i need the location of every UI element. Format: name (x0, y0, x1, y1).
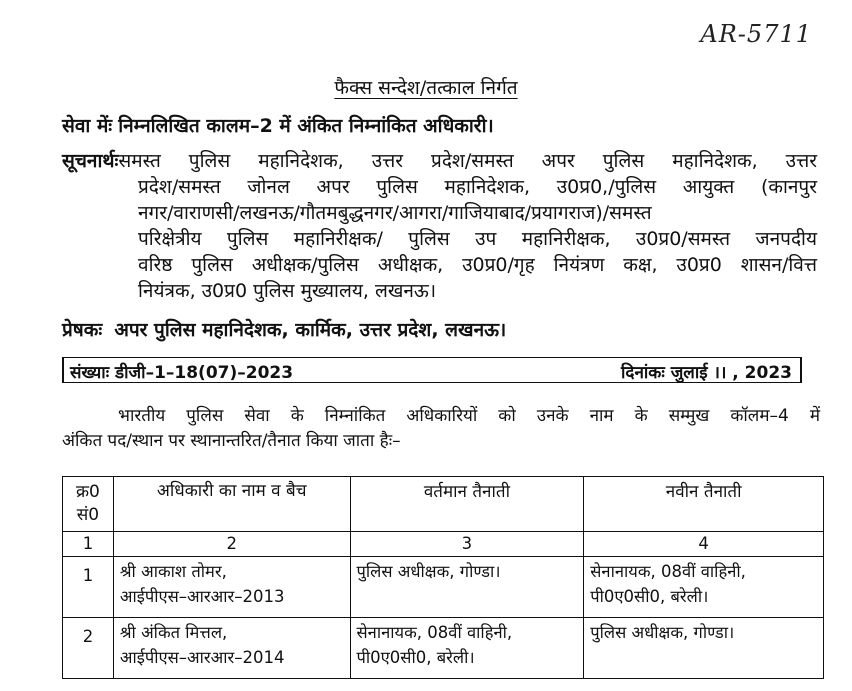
new-posting-cell (584, 618, 824, 679)
reference-box (62, 357, 802, 383)
current-posting-cell (350, 618, 584, 679)
sender-line (62, 316, 506, 342)
information-line-5: वरिष्ठ पुलिस अधीक्षक/पुलिस अधीक्षक, उ0प्र0/गृह नियंत्रण कक्ष, उ0प्र0 शासन/वित्त (138, 254, 817, 276)
row-serial: 1 (63, 557, 114, 618)
information-line-3: नगर/वाराणसी/लखनऊ/गौतमबुद्धनगर/आगरा/गाजियाबाद/प्रयागराज)/समस्त (138, 202, 652, 224)
new-posting-line: पुलिस अधीक्षक, गोण्डा। (590, 623, 735, 642)
officer-cell (113, 557, 350, 618)
header-serial: क्र0 सं0 (63, 477, 114, 532)
order-paragraph (62, 404, 820, 454)
current-posting-cell (350, 557, 584, 618)
information-text-1: समस्त पुलिस महानिदेशक, उत्तर प्रदेश/समस्त अपर पुलिस महानिदेशक, उत्तर (118, 150, 817, 172)
sender-label: प्रेषकः (62, 319, 103, 341)
information-block (62, 148, 817, 304)
column-number: 2 (113, 532, 350, 557)
column-number: 3 (350, 532, 584, 557)
sender-text: अपर पुलिस महानिदेशक, कार्मिक, उत्तर प्रदेश, लखनऊ। (114, 319, 507, 341)
officer-batch: आईपीएस–आरआर–2014 (119, 648, 285, 667)
row-serial: 2 (63, 618, 114, 679)
addressee-label: सेवा मेंः (62, 115, 113, 137)
document-title (0, 74, 852, 100)
header-new-posting: नवीन तैनाती (584, 477, 824, 532)
new-posting-line: सेनानायक, 08वीं वाहिनी, (590, 562, 746, 581)
transfer-table (62, 476, 824, 679)
header-officer: अधिकारी का नाम व बैच (113, 477, 350, 532)
table-header-row (63, 477, 824, 532)
addressee-line (62, 112, 494, 138)
information-line-4: परिक्षेत्रीय पुलिस महानिरीक्षक/ पुलिस उप महानिरीक्षक, उ0प्र0/समस्त जनपदीय (138, 228, 817, 250)
column-number-row (63, 532, 824, 557)
reference-number: संख्याः डीजी–1–18(07)–2023 (70, 363, 294, 383)
officer-name: श्री अंकित मित्तल, (119, 623, 228, 642)
information-line-6: नियंत्रक, उ0प्र0 पुलिस मुख्यालय, लखनऊ। (138, 280, 437, 302)
current-posting-line: पी0ए0सी0, बरेली। (356, 648, 475, 667)
information-label: सूचनार्थः (62, 150, 119, 172)
order-paragraph-line-2: अंकित पद/स्थान पर स्थानान्तरित/तैनात किया जाता हैः– (62, 431, 401, 451)
reference-date: दिनांकः जुलाई ।। , 2023 (621, 363, 792, 383)
table-row (63, 618, 824, 679)
addressee-text: निम्नलिखित कालम–2 में अंकित निम्नांकित अधिकारी। (118, 115, 494, 137)
column-number: 4 (584, 532, 824, 557)
handwritten-note: AR-5711 (700, 20, 812, 48)
information-line-1 (62, 148, 817, 174)
current-posting-line: पुलिस अधीक्षक, गोण्डा। (356, 562, 501, 581)
column-number: 1 (63, 532, 114, 557)
header-current-posting: वर्तमान तैनाती (350, 477, 584, 532)
table-row (63, 557, 824, 618)
new-posting-line: पी0ए0सी0, बरेली। (590, 587, 709, 606)
information-line-2: प्रदेश/समस्त जोनल अपर पुलिस महानिदेशक, उ0प्र0,/पुलिस आयुक्त (कानपुर (138, 176, 817, 198)
new-posting-cell (584, 557, 824, 618)
officer-batch: आईपीएस–आरआर–2013 (119, 587, 285, 606)
order-paragraph-line-1: भारतीय पुलिस सेवा के निम्नांकित अधिकारियों को उनके नाम के सम्मुख कॉलम–4 में (118, 406, 820, 426)
officer-cell (113, 618, 350, 679)
current-posting-line: सेनानायक, 08वीं वाहिनी, (356, 623, 513, 642)
officer-name: श्री आकाश तोमर, (119, 562, 227, 581)
document-title-text: फैक्स सन्देश/तत्काल निर्गत (334, 77, 518, 99)
